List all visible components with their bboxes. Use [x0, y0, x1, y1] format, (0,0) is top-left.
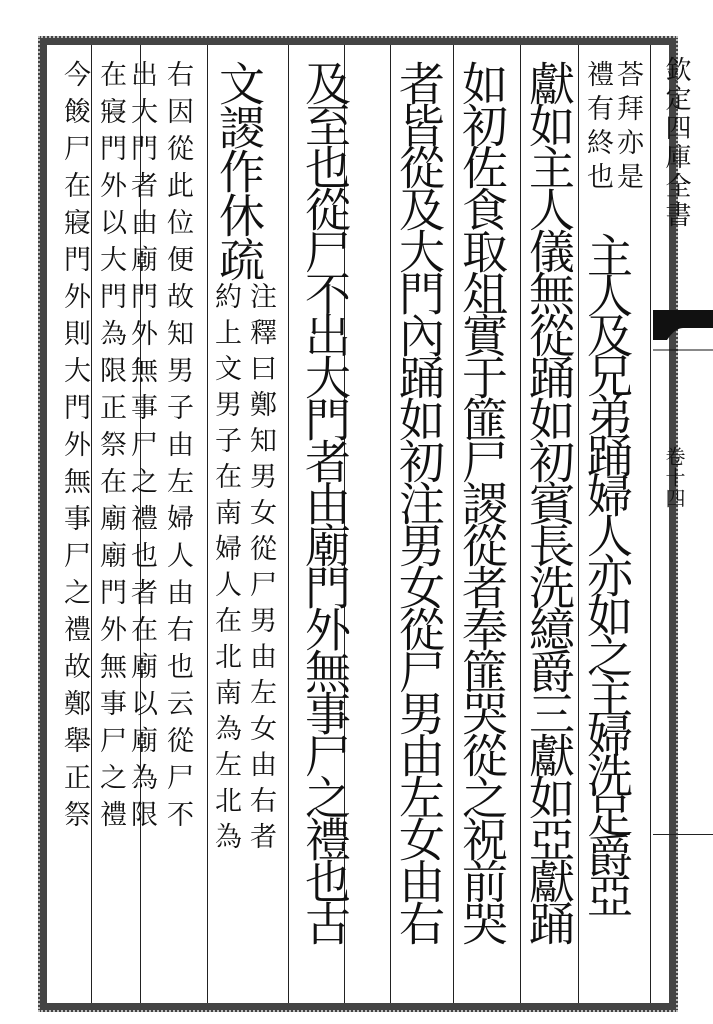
column-rule	[288, 45, 289, 1003]
commentary-column: 約上文男子在南婦人在北南為左北為	[210, 282, 241, 858]
commentary-column: 在寢門外以大門為限正祭在廟廟門外無事尸之禮	[95, 60, 126, 837]
column-rule	[207, 45, 208, 1003]
annotation-column: 荅拜亦是	[612, 60, 643, 196]
main-text-column: 者皆從及大門內踊如初注男女從尸男由左女由右	[392, 60, 446, 942]
commentary-column: 出大門者由廟門外無事尸之禮也者在廟以廟為限	[126, 60, 157, 837]
column-rule	[520, 45, 521, 1003]
commentary-column: 今餕尸在寢門外則大門外無事尸之禮故鄭舉正祭	[59, 60, 90, 837]
main-text-column: 主人及兄弟踊婦人亦如之主婦洗足爵亞	[580, 232, 634, 912]
margin-volume-number: 卷十四	[662, 446, 686, 509]
margin-book-title: 欽定四庫全書	[661, 56, 691, 230]
main-text-column: 及至也從尸不出大門者由廟門外無事尸之禮也古	[298, 60, 352, 942]
commentary-column: 右因從此位便故知男子由左婦人由右也云從尸不	[162, 60, 193, 837]
fishtail-mark-icon	[653, 310, 713, 360]
column-rule	[578, 45, 579, 1003]
main-text-column: 獻如主人儀無從踊如初賓長洗繶爵三獻如亞獻踊	[522, 60, 576, 942]
commentary-heading-column: 文謖作休疏	[212, 60, 266, 280]
column-rule	[453, 45, 454, 1003]
main-text-column: 如初佐食取俎實于篚尸謖從者奉篚哭從之祝前哭	[455, 60, 509, 942]
commentary-column: 注釋曰鄭知男女從尸男由左女由右者	[245, 282, 276, 858]
annotation-column: 禮有終也	[582, 60, 613, 196]
margin-tick-line	[653, 834, 713, 835]
column-rule	[91, 45, 92, 1003]
column-rule	[390, 45, 391, 1003]
column-rule	[650, 45, 651, 1003]
